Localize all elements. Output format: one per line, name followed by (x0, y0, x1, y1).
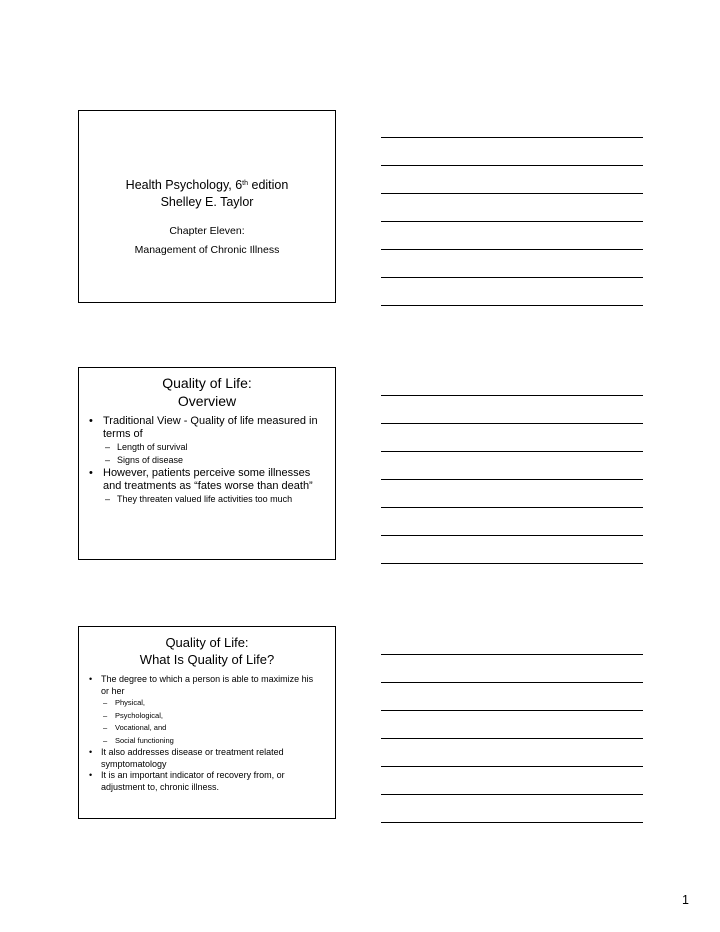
page-number: 1 (682, 893, 689, 907)
notes-line (381, 654, 643, 655)
bullet-item (89, 467, 323, 493)
slide-3-title (79, 634, 335, 668)
notes-line (381, 738, 643, 739)
sub-bullet-item (89, 454, 323, 467)
bullet-text: The degree to which a person is able to maximize his or her (101, 674, 314, 696)
dash-marker: – (103, 710, 108, 720)
slide-1 (78, 110, 336, 303)
notes-line (381, 165, 643, 166)
notes-line (381, 277, 643, 278)
slide-2-title (79, 374, 335, 410)
notes-line (381, 305, 643, 306)
bullet-item (89, 674, 323, 697)
bullet-text: They threaten valued life activities too much (117, 494, 293, 504)
title-line-1: Health Psychology, 6 (125, 178, 243, 192)
subtitle-line-1: Chapter Eleven: (169, 225, 245, 237)
sub-bullet-item (89, 735, 323, 748)
bullet-text: Physical, (115, 698, 146, 707)
bullet-item (89, 747, 323, 770)
bullet-text: Length of survival (117, 442, 188, 452)
notes-line (381, 535, 643, 536)
title-superscript: th (242, 180, 249, 187)
notes-line (381, 193, 643, 194)
dash-marker: – (105, 455, 111, 465)
bullet-text: Traditional View - Quality of life measured in terms of (103, 415, 318, 440)
bullet-text: It also addresses disease or treatment related symptomatology (101, 747, 284, 769)
notes-line (381, 682, 643, 683)
notes-line (381, 451, 643, 452)
bullet-text: Psychological, (115, 710, 163, 720)
sub-bullet-item (89, 697, 323, 710)
bullet-text: Signs of disease (117, 455, 184, 465)
notes-line (381, 249, 643, 250)
bullet-marker: • (89, 674, 93, 684)
notes-line (381, 137, 643, 138)
dash-marker: – (103, 698, 108, 707)
bullet-item (89, 415, 323, 441)
dash-marker: – (105, 442, 111, 452)
notes-line (381, 395, 643, 396)
sub-bullet-item (89, 441, 323, 454)
slide-2-bullet-list (89, 415, 323, 506)
bullet-marker: • (89, 747, 93, 757)
notes-line (381, 766, 643, 767)
title-line-1-end: edition (248, 178, 289, 192)
dash-marker: – (103, 723, 108, 732)
bullet-item (89, 770, 323, 793)
notes-line (381, 507, 643, 508)
slide-2 (78, 367, 336, 560)
bullet-marker: • (89, 467, 93, 479)
bullet-text: It is an important indicator of recovery from, or adjustment to, chronic illness. (101, 770, 285, 792)
title-line-2: What Is Quality of Life? (139, 652, 275, 667)
notes-line (381, 822, 643, 823)
slide-1-title (79, 177, 335, 211)
bullet-text: However, patients perceive some illnesses and treatments as “fates worse than death” (103, 467, 313, 492)
title-line-1: Quality of Life: (162, 375, 252, 391)
bullet-text: Social functioning (115, 735, 174, 745)
sub-bullet-item (89, 722, 323, 735)
notes-line (381, 423, 643, 424)
bullet-text: Vocational, and (115, 723, 167, 732)
notes-line (381, 794, 643, 795)
title-line-1: Quality of Life: (165, 635, 249, 650)
sub-bullet-item (89, 493, 323, 506)
bullet-marker: • (89, 770, 93, 780)
title-line-2: Overview (177, 393, 237, 409)
notes-line (381, 710, 643, 711)
bullet-marker: • (89, 415, 93, 427)
title-line-2: Shelley E. Taylor (160, 195, 254, 209)
notes-line (381, 479, 643, 480)
notes-line (381, 221, 643, 222)
subtitle-line-2: Management of Chronic Illness (134, 244, 280, 256)
slide-3 (78, 626, 336, 819)
slide-3-bullet-list (89, 674, 323, 793)
dash-marker: – (103, 735, 108, 745)
notes-line (381, 563, 643, 564)
sub-bullet-item (89, 710, 323, 723)
dash-marker: – (105, 494, 111, 504)
slide-1-subtitle (79, 222, 335, 260)
